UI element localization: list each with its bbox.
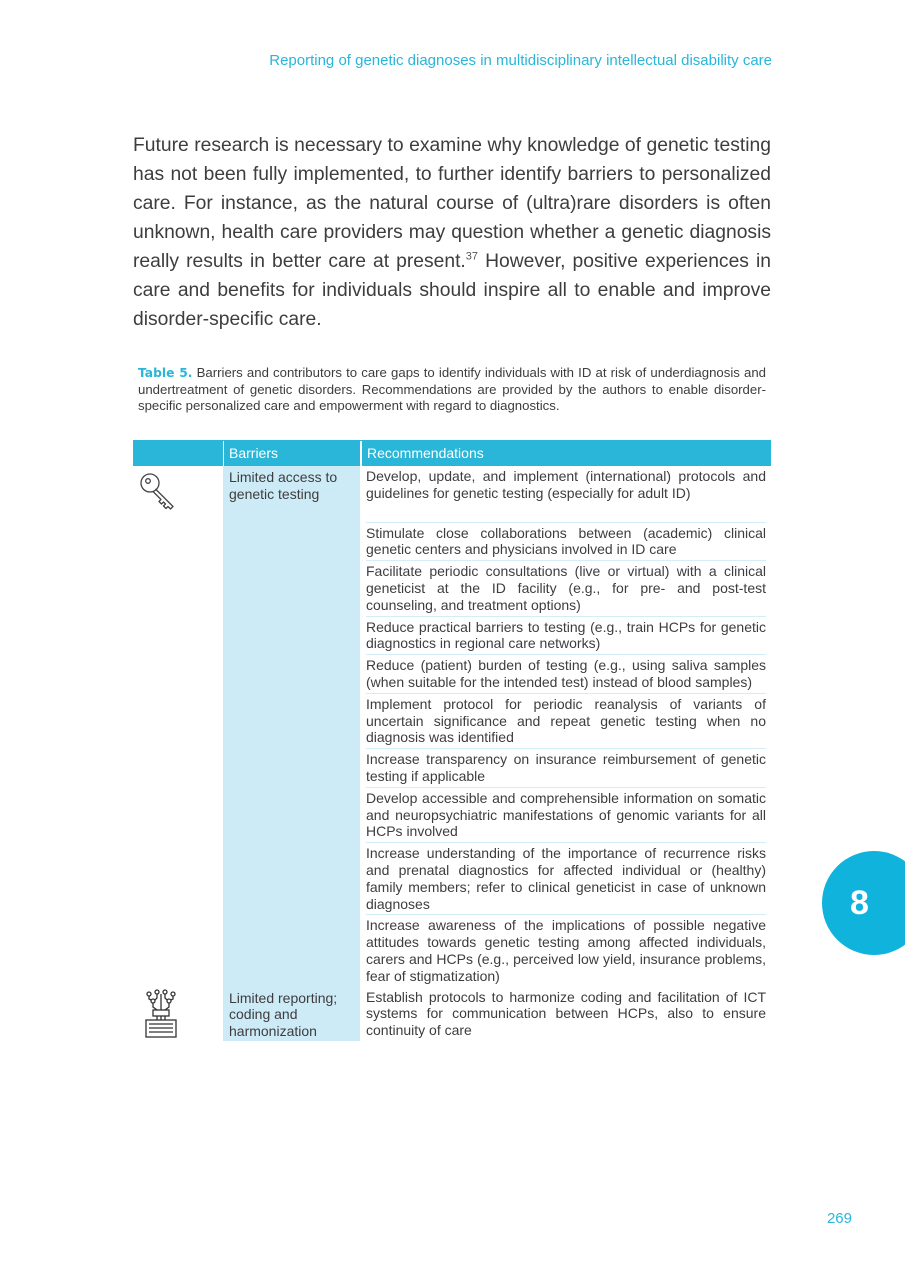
recommendation-item: Establish protocols to harmonize coding and facilitation of ICT systems for communication between HCPs, also to ensure continuity of care [366, 988, 766, 1039]
body-text-part-1: Future research is necessary to examine why knowledge of genetic testing has not been fully implemented, to further identify barriers to personalized care. For instance, as the natural course of (ultra)rare disorders is often unknown, health care providers may question whether a genetic diagnosis really results in better care at present. [133, 135, 771, 272]
running-header: Reporting of genetic diagnoses in multidisciplinary intellectual disability care [269, 52, 772, 69]
recommendation-item: Reduce practical barriers to testing (e.g., train HCPs for genetic diagnostics in regional care networks) [366, 617, 766, 656]
recommendation-item: Develop, update, and implement (international) protocols and guidelines for genetic testing (especially for adult ID) [366, 466, 766, 523]
barriers-table [133, 440, 771, 1041]
recommendations-cell [360, 466, 771, 987]
chapter-tab: 8 [822, 851, 905, 955]
recommendation-item: Increase transparency on insurance reimbursement of genetic testing if applicable [366, 749, 766, 788]
column-header-recommendations: Recommendations [360, 441, 771, 466]
recommendation-item: Stimulate close collaborations between (academic) clinical genetic centers and physicians involved in ID care [366, 523, 766, 562]
row-icon-cell [133, 466, 223, 987]
table-header-row [133, 440, 771, 466]
column-header-icon [133, 441, 223, 466]
recommendation-item: Implement protocol for periodic reanalysis of variants of uncertain significance and repeat genetic testing when no diagnosis was identified [366, 694, 766, 749]
page-number: 269 [826, 1210, 852, 1227]
column-header-barriers: Barriers [223, 441, 360, 466]
barrier-cell: Limited reporting; coding and harmonization [223, 987, 360, 1041]
table-caption-label: Table 5. [138, 366, 193, 380]
recommendation-item: Facilitate periodic consultations (live or virtual) with a clinical geneticist at the ID facility (e.g., for pre- and post-test counseling, and treatment options) [366, 561, 766, 616]
table-caption [138, 365, 766, 415]
recommendation-item: Reduce (patient) burden of testing (e.g., using saliva samples (when suitable for the intended test) instead of blood samples) [366, 655, 766, 694]
row-icon-cell [133, 987, 223, 1041]
recommendation-item: Increase understanding of the importance of recurrence risks and prenatal diagnostics for affected individual or (healthy) family members; refer to clinical geneticist in case of unknown diagnoses [366, 843, 766, 915]
citation-superscript: 37 [465, 250, 479, 263]
key-icon [138, 471, 182, 515]
body-text-part-2: However, positive experiences in care and benefits for individuals should inspire all to enable and improve disorder-specific care. [133, 251, 772, 330]
table-row [133, 466, 771, 987]
barrier-cell: Limited access to genetic testing [223, 466, 360, 987]
recommendations-cell [360, 987, 771, 1041]
table-caption-text: Barriers and contributors to care gaps to identify individuals with ID at risk of underdiagnosis and undertreatment of genetic disorders. Recommendations are provided by the authors to enable disorder-specific personalized care and empowerment with regard to diagnostics. [138, 365, 767, 414]
computer-network-icon [143, 989, 185, 1041]
body-paragraph [133, 131, 771, 334]
table-row [133, 987, 771, 1041]
recommendation-item: Increase awareness of the implications of possible negative attitudes towards genetic testing among affected individuals, carers and HCPs (e.g., perceived low yield, insurance problems, fear of stigmatization) [366, 917, 766, 984]
recommendation-item: Develop accessible and comprehensible information on somatic and neuropsychiatric manifestations of genomic variants for all HCPs involved [366, 788, 766, 843]
